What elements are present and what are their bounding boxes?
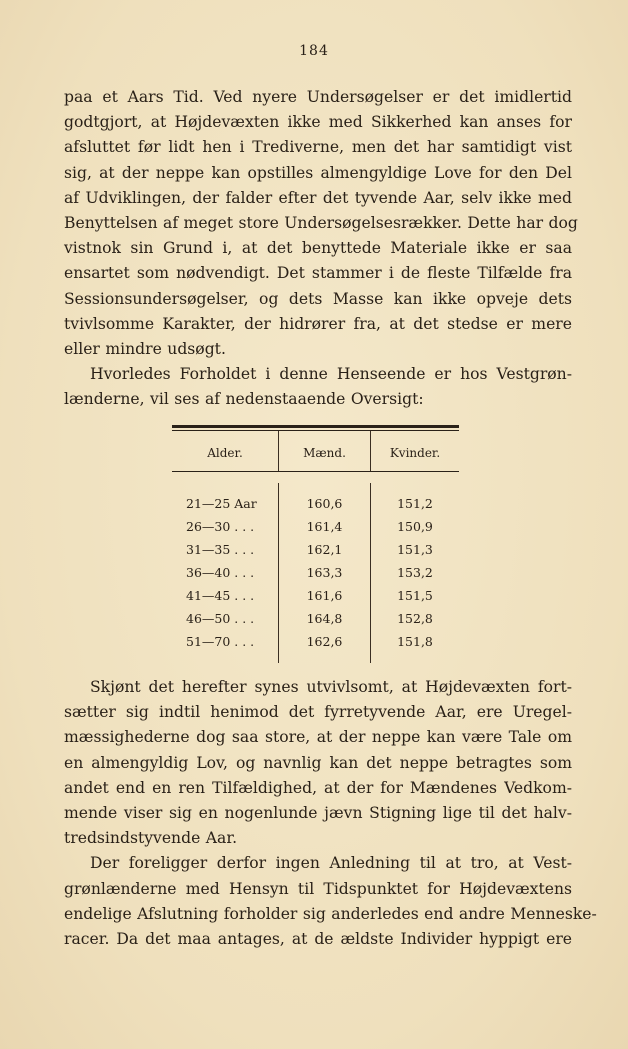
text-line: Benyttelsen af meget store Undersøgelsesrækker. Dette har dog — [64, 213, 578, 232]
text-line: andet end en ren Tilfældighed, at der for Mændenes Vedkom- — [64, 778, 572, 797]
table-row — [172, 542, 459, 565]
page-number: 184 — [299, 43, 329, 59]
table-rule-top-thin — [172, 430, 459, 431]
text-line: Der foreligger derfor ingen Anledning til at tro, at Vest- — [90, 854, 572, 873]
text-line: mæssighederne dog saa store, at der neppe kan være Tale om — [64, 728, 572, 747]
text-line: lænderne, vil ses af nedenstaaende Oversigt: — [64, 390, 424, 409]
cell-men: 160,6 — [306, 496, 343, 511]
text-line: paa et Aars Tid. Ved nyere Undersøgelser er det imidlertid — [64, 88, 572, 106]
cell-women: 151,5 — [397, 588, 433, 603]
cell-age: 21—25 Aar — [186, 496, 257, 511]
paragraph-intro — [64, 85, 578, 412]
cell-men: 161,6 — [306, 588, 343, 603]
text-line: sætter sig indtil henimod det fyrretyvende Aar, ere Uregel- — [64, 703, 572, 722]
cell-men: 163,3 — [306, 565, 343, 580]
cell-age: 31—35 . . . — [186, 542, 255, 557]
table-rule-top — [172, 425, 459, 428]
cell-women: 150,9 — [397, 519, 433, 534]
cell-women: 152,8 — [397, 611, 433, 626]
text-line: en almengyldig Lov, og navnlig kan det neppe betragtes som — [64, 753, 572, 772]
text-line: Sessionsundersøgelser, og dets Masse kan ikke opveje dets — [64, 289, 572, 308]
cell-women: 151,2 — [397, 496, 433, 511]
text-line: af Udviklingen, der falder efter det tyvende Aar, selv ikke med — [64, 188, 572, 207]
text-line: Hvorledes Forholdet i denne Henseende er hos Vestgrøn- — [90, 365, 572, 384]
table-row — [172, 565, 459, 588]
cell-women: 151,8 — [397, 634, 433, 649]
cell-men: 164,8 — [306, 611, 343, 626]
cell-men: 162,6 — [306, 634, 343, 649]
table-rule-header — [172, 471, 459, 472]
cell-age: 41—45 . . . — [186, 588, 255, 603]
table-row — [172, 634, 459, 657]
table-row — [172, 588, 459, 611]
text-line: endelige Afslutning forholder sig anderledes end andre Menneske- — [64, 904, 597, 923]
text-line: Skjønt det herefter synes utvivlsomt, at Højdevæxten fort- — [90, 678, 572, 696]
text-line: racer. Da det maa antages, at de ældste Individer hyppigt ere — [64, 929, 572, 948]
text-line: sig, at der neppe kan opstilles almengyldige Love for den Del — [64, 163, 572, 182]
table-header-women: Kvinder. — [389, 446, 441, 460]
text-line: vistnok sin Grund i, at det benyttede Materiale ikke er saa — [64, 239, 572, 258]
text-line: tvivlsomme Karakter, der hidrører fra, at det stedse er mere — [64, 314, 572, 333]
table-header-men: Mænd. — [303, 446, 346, 460]
cell-age: 46—50 . . . — [186, 611, 255, 626]
text-line: mende viser sig en nogenlunde jævn Stigning lige til det halv- — [64, 803, 572, 822]
cell-men: 161,4 — [306, 519, 343, 534]
table-header-age: Alder. — [207, 446, 243, 460]
text-line: grønlænderne med Hensyn til Tidspunktet for Højdevæxtens — [64, 879, 572, 898]
cell-men: 162,1 — [306, 542, 343, 557]
paragraph-conclusion — [64, 675, 597, 952]
table-row — [172, 496, 459, 519]
text-line: godtgjort, at Højdevæxten ikke med Sikkerhed kan anses for — [64, 113, 572, 132]
cell-age: 51—70 . . . — [186, 634, 255, 649]
text-line: ensartet som nødvendigt. Det stammer i de fleste Tilfælde fra — [64, 264, 572, 283]
cell-age: 36—40 . . . — [186, 565, 255, 580]
cell-women: 153,2 — [397, 565, 433, 580]
table-row — [172, 519, 459, 542]
text-line: afsluttet før lidt hen i Trediverne, men det har samtidigt vist — [64, 138, 572, 157]
text-line: tredsindstyvende Aar. — [64, 829, 238, 848]
table-row — [172, 611, 459, 634]
text-line: eller mindre udsøgt. — [64, 339, 226, 358]
cell-age: 26—30 . . . — [186, 519, 255, 534]
cell-women: 151,3 — [397, 542, 433, 557]
